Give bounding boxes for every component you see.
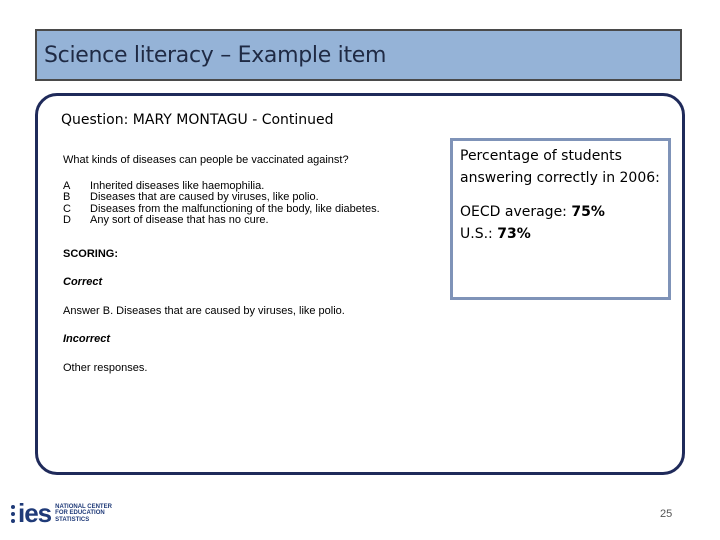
logo-dots-icon (10, 502, 16, 526)
ies-logo (10, 498, 113, 529)
stat-oecd-label: OECD average: (460, 204, 567, 221)
option-letter: A (63, 179, 71, 192)
option-text: Inherited diseases like haemophilia. (90, 179, 265, 192)
stats-box (450, 138, 671, 300)
option-text: Any sort of disease that has no cure. (90, 214, 269, 227)
stats-heading: Percentage of students answering correctly in 2006: (460, 148, 660, 186)
page-number: 25 (660, 508, 673, 520)
title-bar (35, 29, 682, 81)
stat-us (460, 224, 661, 246)
correct-answer: Answer B. Diseases that are caused by viruses, like polio. (63, 304, 345, 317)
correct-label: Correct (63, 276, 103, 289)
option-text: Diseases from the malfunctioning of the body, like diabetes. (90, 202, 380, 215)
option-text: Diseases that are caused by viruses, like polio. (90, 191, 319, 204)
item-question: What kinds of diseases can people be vaccinated against? (63, 154, 349, 166)
option-b (63, 192, 443, 204)
option-d (63, 215, 443, 227)
incorrect-label: Incorrect (63, 333, 111, 346)
logo-mark: ies (18, 498, 52, 528)
option-letter: D (63, 214, 71, 227)
question-heading: Question: MARY MONTAGU - Continued (61, 112, 334, 128)
scoring-label: SCORING: (63, 247, 118, 260)
option-letter: B (63, 191, 71, 204)
slide-title: Science literacy – Example item (44, 42, 387, 68)
stat-us-value: 73% (497, 226, 531, 243)
incorrect-answer: Other responses. (63, 361, 148, 374)
stat-oecd-value: 75% (571, 204, 605, 221)
item-text-block (63, 155, 443, 374)
logo-text: NATIONAL CENTER FOR EDUCATION STATISTICS (55, 503, 112, 523)
stat-us-label: U.S.: (460, 226, 493, 243)
stat-oecd (460, 202, 661, 224)
option-letter: C (63, 202, 71, 215)
